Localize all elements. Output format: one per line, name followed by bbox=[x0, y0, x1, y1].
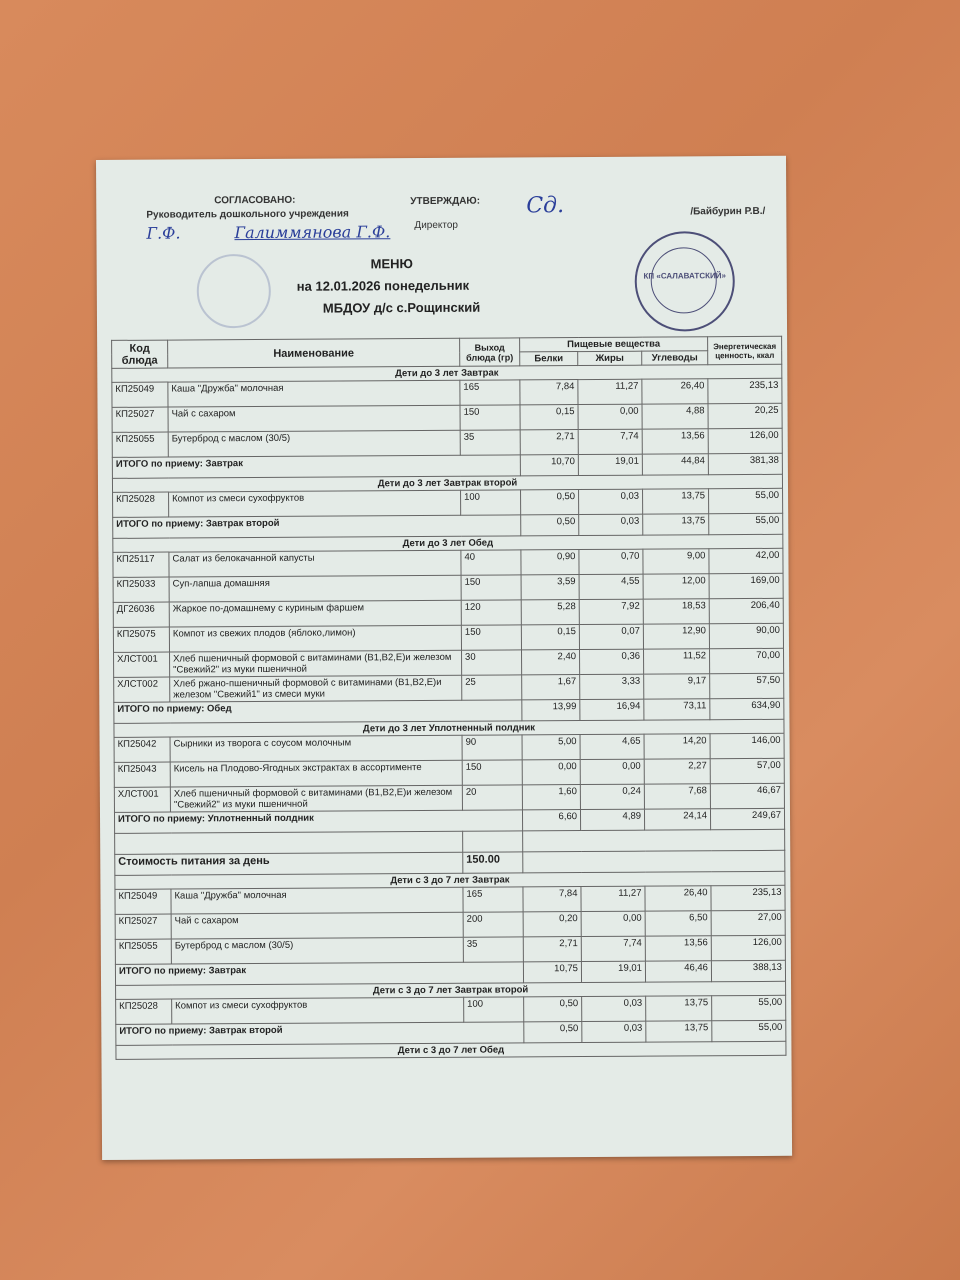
total-label: ИТОГО по приему: Завтрак bbox=[115, 962, 523, 985]
dish-carbs: 26,40 bbox=[642, 379, 708, 404]
total-fat: 4,89 bbox=[580, 809, 644, 830]
dish-code: ХЛСТ002 bbox=[114, 677, 170, 702]
dish-kcal: 55,00 bbox=[712, 995, 786, 1020]
total-kcal: 388,13 bbox=[711, 960, 785, 981]
dish-fat: 0,00 bbox=[578, 404, 642, 429]
dish-yield: 200 bbox=[463, 912, 523, 937]
faint-stamp bbox=[197, 254, 271, 328]
dish-protein: 0,15 bbox=[521, 625, 579, 650]
dish-kcal: 55,00 bbox=[709, 488, 783, 513]
menu-date: на 12.01.2026 понедельник bbox=[296, 277, 470, 294]
total-label: ИТОГО по приему: Завтрак второй bbox=[116, 1022, 524, 1045]
section-title: Дети с 3 до 7 лет Завтрак второй bbox=[116, 981, 786, 999]
section-header bbox=[116, 1041, 786, 1059]
dish-yield: 35 bbox=[460, 430, 520, 455]
dish-fat: 0,03 bbox=[582, 996, 646, 1021]
dish-fat: 0,07 bbox=[579, 624, 643, 649]
dish-fat: 7,74 bbox=[581, 936, 645, 961]
empty-cell bbox=[523, 850, 785, 873]
col-protein: Белки bbox=[520, 352, 578, 366]
dish-kcal: 206,40 bbox=[709, 598, 783, 623]
total-protein: 0,50 bbox=[521, 515, 579, 536]
dish-name: Компот из смеси сухофруктов bbox=[172, 997, 464, 1024]
dish-protein: 2,40 bbox=[522, 650, 580, 675]
dish-code: КП25075 bbox=[113, 627, 169, 652]
section-title: Дети до 3 лет Обед bbox=[113, 534, 783, 552]
total-fat: 16,94 bbox=[580, 699, 644, 720]
dish-protein: 0,50 bbox=[524, 997, 582, 1022]
col-energy: Энергетическая ценность, ккал bbox=[708, 336, 782, 364]
dish-kcal: 235,13 bbox=[708, 378, 782, 403]
dish-yield: 120 bbox=[461, 600, 521, 625]
dish-yield: 100 bbox=[464, 997, 524, 1022]
dish-code: КП25055 bbox=[115, 939, 171, 964]
dish-carbs: 26,40 bbox=[645, 886, 711, 911]
dish-fat: 0,36 bbox=[579, 649, 643, 674]
menu-body bbox=[112, 364, 786, 1059]
signature-2: Сд. bbox=[526, 193, 565, 219]
dish-fat: 7,74 bbox=[578, 429, 642, 454]
dish-fat: 3,33 bbox=[580, 674, 644, 699]
total-kcal: 381,38 bbox=[708, 453, 782, 474]
dish-name: Сырники из творога с соусом молочным bbox=[170, 735, 462, 762]
dish-fat: 0,03 bbox=[579, 489, 643, 514]
dish-carbs: 13,56 bbox=[645, 936, 711, 961]
dish-kcal: 90,00 bbox=[709, 623, 783, 648]
dish-fat: 0,70 bbox=[579, 549, 643, 574]
dish-kcal: 126,00 bbox=[708, 428, 782, 453]
menu-sheet bbox=[96, 156, 792, 1160]
dish-name: Хлеб пшеничный формовой с витаминами (В1,В2,Е)и железом "Свежий2" из муки пшеничной bbox=[170, 650, 462, 677]
dish-code: КП25042 bbox=[114, 737, 170, 762]
dish-fat: 4,55 bbox=[579, 574, 643, 599]
dish-carbs: 6,50 bbox=[645, 911, 711, 936]
dish-name: Компот из смеси сухофруктов bbox=[169, 490, 461, 517]
dish-name: Компот из свежих плодов (яблоко,лимон) bbox=[169, 625, 461, 652]
dish-kcal: 57,50 bbox=[710, 673, 784, 698]
dish-protein: 0,00 bbox=[522, 760, 580, 785]
dish-protein: 3,59 bbox=[521, 575, 579, 600]
total-kcal: 249,67 bbox=[710, 808, 784, 829]
dish-code: КП25027 bbox=[115, 914, 171, 939]
dish-code: КП25043 bbox=[114, 762, 170, 787]
dish-yield: 150 bbox=[462, 760, 522, 785]
dish-kcal: 235,13 bbox=[711, 885, 785, 910]
dish-fat: 0,00 bbox=[581, 911, 645, 936]
dish-protein: 1,67 bbox=[522, 675, 580, 700]
dish-protein: 7,84 bbox=[523, 887, 581, 912]
col-fat: Жиры bbox=[578, 351, 642, 365]
total-carbs: 44,84 bbox=[642, 454, 708, 475]
dish-fat: 4,65 bbox=[580, 734, 644, 759]
dish-name: Суп-лапша домашняя bbox=[169, 575, 461, 602]
dish-code: КП25049 bbox=[115, 889, 171, 914]
approve-label: УТВЕРЖДАЮ: bbox=[410, 195, 481, 208]
dish-kcal: 126,00 bbox=[711, 935, 785, 960]
dish-name: Чай с сахаром bbox=[171, 912, 463, 939]
dish-yield: 90 bbox=[462, 735, 522, 760]
dish-code: ХЛСТ001 bbox=[114, 652, 170, 677]
dish-name: Каша "Дружба" молочная bbox=[171, 887, 463, 914]
dish-kcal: 46,67 bbox=[710, 783, 784, 808]
dish-protein: 0,15 bbox=[520, 405, 578, 430]
dish-carbs: 13,75 bbox=[646, 996, 712, 1021]
round-stamp-text: КП «САЛАВАТСКИЙ» bbox=[643, 271, 726, 281]
col-nutrients: Пищевые вещества bbox=[520, 337, 708, 352]
total-carbs: 46,46 bbox=[645, 961, 711, 982]
dish-code: КП25117 bbox=[113, 552, 169, 577]
dish-code: ДГ26036 bbox=[113, 602, 169, 627]
total-carbs: 13,75 bbox=[643, 514, 709, 535]
dish-protein: 5,00 bbox=[522, 735, 580, 760]
section-title: Дети с 3 до 7 лет Обед bbox=[116, 1041, 786, 1059]
total-protein: 10,75 bbox=[523, 962, 581, 983]
col-code: Код блюда bbox=[112, 340, 168, 368]
dish-kcal: 57,00 bbox=[710, 758, 784, 783]
dish-carbs: 12,00 bbox=[643, 574, 709, 599]
col-carbs: Углеводы bbox=[642, 351, 708, 365]
dish-carbs: 9,00 bbox=[643, 549, 709, 574]
col-yield: Выход блюда (гр) bbox=[460, 338, 520, 366]
approve-name: /Байбурин Р.В./ bbox=[690, 205, 766, 218]
dish-name: Кисель на Плодово-Ягодных экстрактах в ассортименте bbox=[170, 760, 462, 787]
dish-code: ХЛСТ001 bbox=[114, 787, 170, 812]
dish-kcal: 27,00 bbox=[711, 910, 785, 935]
dish-code: КП25055 bbox=[112, 432, 168, 457]
dish-fat: 0,24 bbox=[580, 784, 644, 809]
dish-carbs: 7,68 bbox=[644, 784, 710, 809]
approve-role: Директор bbox=[414, 219, 459, 232]
dish-protein: 0,20 bbox=[523, 912, 581, 937]
menu-title: МЕНЮ bbox=[370, 256, 413, 272]
dish-code: КП25027 bbox=[112, 407, 168, 432]
total-carbs: 24,14 bbox=[644, 809, 710, 830]
total-fat: 0,03 bbox=[582, 1021, 646, 1042]
dish-yield: 165 bbox=[463, 887, 523, 912]
agreed-role: Руководитель дошкольного учреждения bbox=[146, 208, 349, 221]
total-kcal: 55,00 bbox=[712, 1020, 786, 1041]
dish-name: Жаркое по-домашнему с куриным фаршем bbox=[169, 600, 461, 627]
cost-value: 150.00 bbox=[463, 852, 523, 873]
round-stamp bbox=[634, 231, 735, 332]
dish-fat: 11,27 bbox=[578, 379, 642, 404]
total-label: ИТОГО по приему: Завтрак второй bbox=[113, 515, 521, 538]
total-fat: 19,01 bbox=[581, 961, 645, 982]
total-kcal: 634,90 bbox=[710, 698, 784, 719]
total-carbs: 13,75 bbox=[646, 1021, 712, 1042]
dish-yield: 150 bbox=[461, 575, 521, 600]
total-fat: 19,01 bbox=[578, 454, 642, 475]
dish-yield: 165 bbox=[460, 380, 520, 405]
dish-yield: 40 bbox=[461, 550, 521, 575]
total-carbs: 73,11 bbox=[644, 699, 710, 720]
empty-cell bbox=[115, 831, 463, 854]
dish-name: Бутерброд с маслом (30/5) bbox=[168, 430, 460, 457]
dish-name: Чай с сахаром bbox=[168, 405, 460, 432]
signature-1: Г.Ф. bbox=[146, 223, 181, 243]
dish-carbs: 2,27 bbox=[644, 759, 710, 784]
total-protein: 6,60 bbox=[522, 810, 580, 831]
dish-protein: 2,71 bbox=[523, 937, 581, 962]
dish-protein: 1,60 bbox=[522, 785, 580, 810]
total-label: ИТОГО по приему: Завтрак bbox=[112, 455, 520, 478]
dish-protein: 7,84 bbox=[520, 380, 578, 405]
section-title: Дети до 3 лет Уплотненный полдник bbox=[114, 719, 784, 737]
dish-kcal: 146,00 bbox=[710, 733, 784, 758]
col-name: Наименование bbox=[168, 338, 460, 368]
dish-fat: 11,27 bbox=[581, 886, 645, 911]
dish-carbs: 14,20 bbox=[644, 734, 710, 759]
dish-name: Бутерброд с маслом (30/5) bbox=[171, 937, 463, 964]
dish-carbs: 13,75 bbox=[643, 489, 709, 514]
dish-fat: 0,00 bbox=[580, 759, 644, 784]
total-kcal: 55,00 bbox=[709, 513, 783, 534]
total-fat: 0,03 bbox=[579, 514, 643, 535]
dish-protein: 0,50 bbox=[521, 490, 579, 515]
dish-code: КП25028 bbox=[113, 492, 169, 517]
dish-carbs: 4,88 bbox=[642, 404, 708, 429]
dish-carbs: 13,56 bbox=[642, 429, 708, 454]
dish-yield: 35 bbox=[463, 937, 523, 962]
dish-yield: 30 bbox=[462, 650, 522, 675]
dish-name: Каша "Дружба" молочная bbox=[168, 380, 460, 407]
empty-cell bbox=[463, 831, 523, 852]
total-protein: 10,70 bbox=[520, 455, 578, 476]
dish-yield: 20 bbox=[462, 785, 522, 810]
cost-label: Стоимость питания за день bbox=[115, 852, 463, 875]
dish-carbs: 12,90 bbox=[643, 624, 709, 649]
dish-carbs: 11,52 bbox=[643, 649, 709, 674]
dish-code: КП25033 bbox=[113, 577, 169, 602]
dish-protein: 2,71 bbox=[520, 430, 578, 455]
dish-code: КП25028 bbox=[116, 999, 172, 1024]
dish-name: Салат из белокачанной капусты bbox=[169, 550, 461, 577]
dish-protein: 0,90 bbox=[521, 550, 579, 575]
dish-code: КП25049 bbox=[112, 382, 168, 407]
dish-kcal: 42,00 bbox=[709, 548, 783, 573]
dish-yield: 25 bbox=[462, 675, 522, 700]
section-title: Дети до 3 лет Завтрак bbox=[112, 364, 782, 382]
total-label: ИТОГО по приему: Уплотненный полдник bbox=[114, 810, 522, 833]
section-title: Дети с 3 до 7 лет Завтрак bbox=[115, 871, 785, 889]
agreed-label: СОГЛАСОВАНО: bbox=[214, 194, 296, 207]
dish-yield: 100 bbox=[461, 490, 521, 515]
dish-fat: 7,92 bbox=[579, 599, 643, 624]
dish-kcal: 169,00 bbox=[709, 573, 783, 598]
dish-name: Хлеб пшеничный формовой с витаминами (В1,В2,Е)и железом "Свежий2" из муки пшеничной bbox=[170, 785, 462, 812]
section-title: Дети до 3 лет Завтрак второй bbox=[112, 474, 782, 492]
empty-cell bbox=[523, 829, 785, 852]
dish-name: Хлеб ржано-пшеничный формовой с витаминами (В1,В2,Е)и железом "Свежий1" из смеси муки bbox=[170, 675, 462, 702]
dish-protein: 5,28 bbox=[521, 600, 579, 625]
total-protein: 0,50 bbox=[524, 1022, 582, 1043]
dish-yield: 150 bbox=[460, 405, 520, 430]
dish-kcal: 20,25 bbox=[708, 403, 782, 428]
total-protein: 13,99 bbox=[522, 700, 580, 721]
dish-carbs: 9,17 bbox=[644, 674, 710, 699]
agreed-name: Галиммянова Г.Ф. bbox=[234, 222, 391, 243]
dish-carbs: 18,53 bbox=[643, 599, 709, 624]
dish-yield: 150 bbox=[461, 625, 521, 650]
dish-kcal: 70,00 bbox=[710, 648, 784, 673]
menu-institution: МБДОУ д/с с.Рощинский bbox=[322, 299, 481, 316]
menu-table bbox=[111, 336, 786, 1060]
total-label: ИТОГО по приему: Обед bbox=[114, 700, 522, 723]
